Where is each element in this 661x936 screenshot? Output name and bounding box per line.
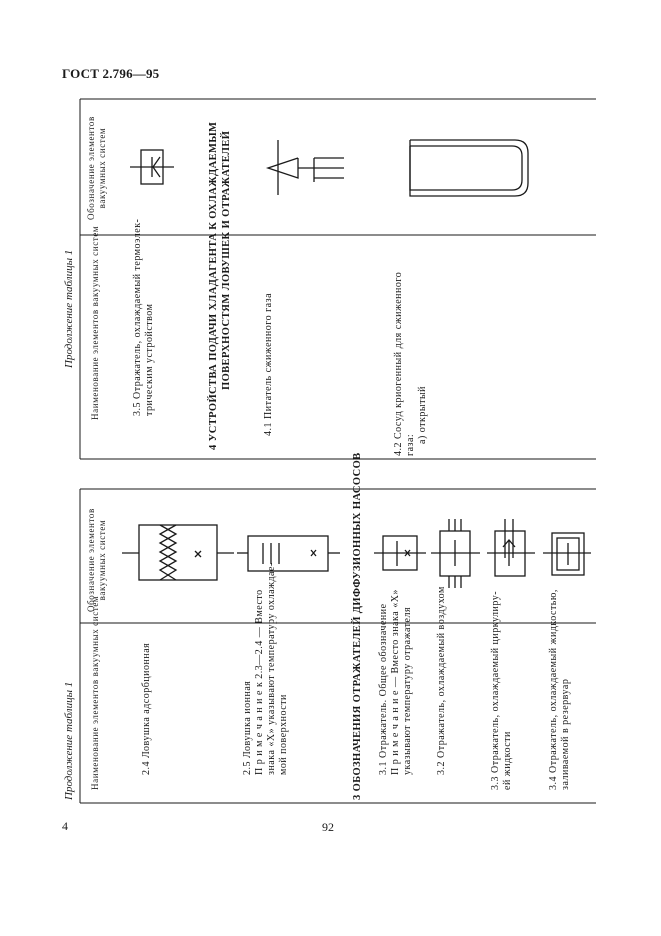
left-row-3-1-line2: П р и м е ч а н и е — Вместо знака «X» xyxy=(390,589,401,775)
left-row-2-5-line3: знака «X» указывают температуру охлаждае- xyxy=(266,562,277,775)
left-row-3-4-line2: заливаемой в резервуар xyxy=(560,678,571,790)
left-col-symbol-header-line2: вакуумных систем xyxy=(97,519,107,601)
left-table-grid xyxy=(80,489,596,803)
left-col-name-header: Наименование элементов вакуумных систем xyxy=(90,595,100,790)
symbol-2-4-adsorption-trap xyxy=(122,525,234,580)
left-row-2-5-line1: 2.5 Ловушка ионная xyxy=(242,680,253,775)
left-row-3-3-line2: ей жидкости xyxy=(502,731,513,790)
right-row-3-5 xyxy=(132,219,156,416)
left-row-2-4: 2.4 Ловушка адсорбционная xyxy=(141,642,152,775)
left-row-2-5-line4: мой поверхности xyxy=(278,694,289,775)
left-row-3-1-line1: 3.1 Отражатель. Общее обозначение xyxy=(378,603,389,775)
left-row-2-5-line2: П р и м е ч а н и е к 2.3—2.4 — Вместо xyxy=(254,589,265,775)
left-row-3-2: 3.2 Отражатель, охлаждаемый воздухом xyxy=(436,586,447,775)
left-table-continuation: Продолжение таблицы 1 xyxy=(63,681,75,800)
right-col-name-header: Наименование элементов вакуумных систем xyxy=(90,225,100,420)
right-table-grid xyxy=(80,99,596,459)
right-row-3-5-line2: трическим устройством xyxy=(144,303,155,416)
left-row-3-3 xyxy=(490,591,514,790)
symbol-3-4-reflector-reservoir xyxy=(543,533,591,575)
symbol-3-5-reflector-thermoelectric xyxy=(130,150,174,184)
left-row-3-3-line1: 3.3 Отражатель, охлаждаемый циркулиру- xyxy=(490,590,501,790)
standard-header: ГОСТ 2.796—95 xyxy=(62,66,160,81)
left-col-symbol-header-line1: Обозначение элементов xyxy=(86,508,96,612)
right-col-symbol-header-line2: вакуумных систем xyxy=(97,127,107,209)
right-table-continuation: Продолжение таблицы 1 xyxy=(63,249,75,368)
left-row-3-4-line1: 3.4 Отражатель, охлаждаемый жидкостью, xyxy=(548,589,559,790)
symbol-4-2-cryovessel xyxy=(410,140,528,196)
symbol-3-1-reflector xyxy=(374,536,426,570)
left-row-3-1-line3: указывают температуру отражателя xyxy=(402,606,413,775)
right-col-symbol-header-line1: Обозначение элементов xyxy=(86,116,96,220)
section-3-heading: 3 ОБОЗНАЧЕНИЯ ОТРАЖАТЕЛЕЙ ДИФФУЗИОННЫХ НАСОСОВ xyxy=(352,452,363,800)
left-row-3-4 xyxy=(548,589,572,790)
page-number-center: 92 xyxy=(322,820,334,834)
symbol-4-1-feeder xyxy=(268,140,344,195)
right-row-4-2-line3: а) открытый xyxy=(417,385,428,444)
right-row-4-2-line1: 4.2 Сосуд криогенный для сжиженного xyxy=(393,271,404,456)
right-row-4-1: 4.1 Питатель сжиженного газа xyxy=(263,292,274,436)
right-col-symbol-header xyxy=(86,116,108,220)
section-4-heading xyxy=(207,122,233,450)
symbol-3-3-reflector-liquid xyxy=(487,519,535,576)
section-4-heading-line1: 4 УСТРОЙСТВА ПОДАЧИ ХЛАДАГЕНТА К ОХЛАЖДАЕМЫМ xyxy=(208,121,219,450)
page-number-left: 4 xyxy=(62,819,68,833)
left-row-2-5 xyxy=(242,562,290,775)
left-row-3-1 xyxy=(378,589,414,775)
symbol-3-2-reflector-air xyxy=(431,519,480,588)
right-row-4-2-line2: газа: xyxy=(405,433,416,456)
right-row-3-5-line1: 3.5 Отражатель, охлаждаемый термоэлек- xyxy=(132,218,143,416)
right-row-4-2 xyxy=(393,272,429,456)
section-4-heading-line2: ПОВЕРХНОСТЯМ ЛОВУШЕК И ОТРАЖАТЕЛЕЙ xyxy=(221,130,232,390)
